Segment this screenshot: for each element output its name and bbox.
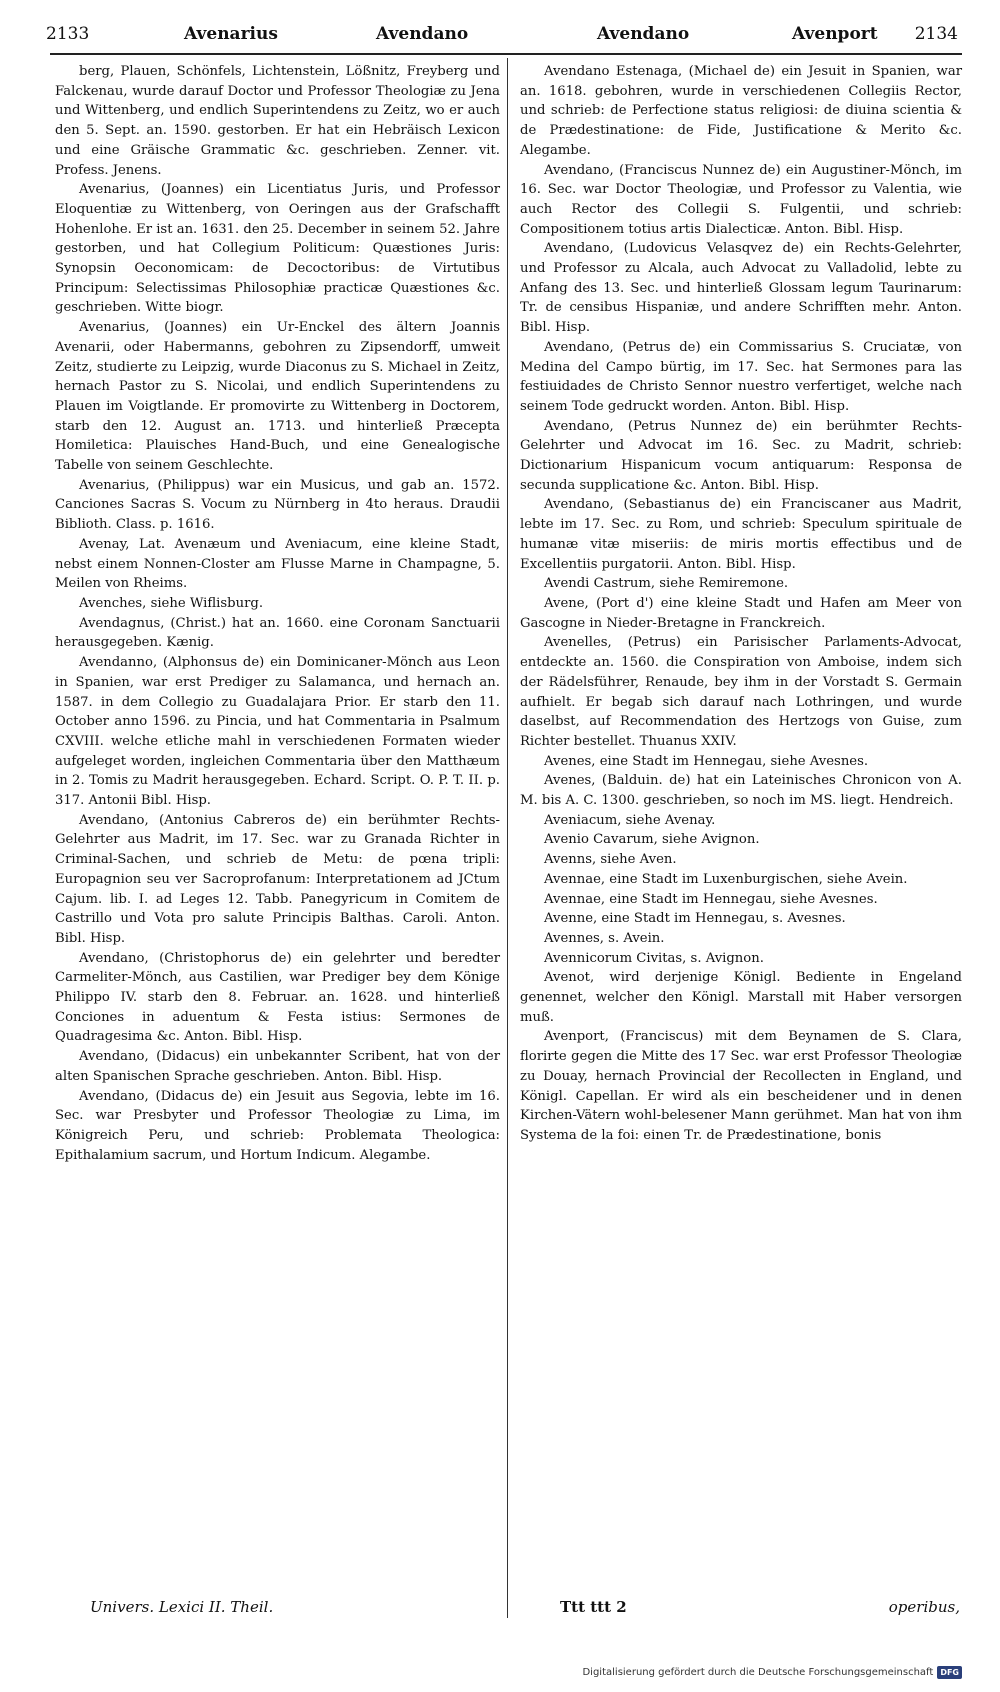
right-header-first-word: Avendano [597, 24, 690, 44]
left-column [55, 62, 500, 1165]
dictionary-entry: Avenes, (Balduin. de) hat ein Lateinisches Chronicon von A. M. bis A. C. 1300. geschrieben, so noch im MS. liegt. Hendreich. [520, 773, 962, 809]
dictionary-entry: Avenarius, (Philippus) war ein Musicus, und gab an. 1572. Canciones Sacras S. Vocum zu Nürnberg in 4to heraus. Draudii Biblioth. Class. p. 1616. [55, 477, 500, 533]
credit-text: Digitalisierung gefördert durch die Deutsche Forschungsgemeinschaft [582, 1667, 934, 1678]
running-header [42, 22, 962, 48]
dictionary-entry: Avennae, eine Stadt im Hennegau, siehe Avesnes. [544, 891, 878, 907]
dictionary-entry: Avenport, (Franciscus) mit dem Beynamen de S. Clara, florirte gegen die Mitte des 17 Sec. war erst Professor Theologiæ zu Douay, hernach Provincial der Recollecten in England, und Königl. Capellan. Er wird als ein bescheidener und in denen Kirchen-Vätern wohl-belesener Mann gerühmet. Man hat von ihm Systema de la foi: einen Tr. de Prædestinatione, bonis [520, 1029, 962, 1143]
dictionary-entry: Avene, (Port d') eine kleine Stadt und Hafen am Meer von Gascogne in Nieder-Bretagne in Franckreich. [520, 595, 962, 631]
header-rule [50, 53, 962, 55]
dictionary-entry: Avennae, eine Stadt im Luxenburgischen, siehe Avein. [544, 871, 908, 887]
dictionary-entry: Avendano, (Franciscus Nunnez de) ein Augustiner-Mönch, im 16. Sec. war Doctor Theologiæ, und Professor zu Valentia, wie auch Rector des Collegii S. Fulgentii, und schrieb: Compositionem totius artis Dialecticæ. Anton. Bibl. Hisp. [520, 162, 962, 237]
dictionary-entry: Avenarius, (Joannes) ein Ur-Enckel des ältern Joannis Avenarii, oder Habermanns, gebohren zu Zipsendorff, umweit Zeitz, studierte zu Leipzig, wurde Diaconus zu S. Michael in Zeitz, hernach Pastor zu S. Nicolai, und endlich Superintendens zu Plauen im Voigtlande. Er promovirte zu Wittenberg in Doctorem, starb den 12. August an. 1713. und hinterließ Præcepta Homiletica: Plauisches Hand-Buch, und eine Genealogische Tabelle von seinem Geschlechte. [55, 320, 500, 474]
signature-mark: Ttt ttt 2 [560, 1598, 627, 1616]
footer-volume-title: Univers. Lexici II. Theil. [90, 1598, 274, 1616]
dictionary-entry: Avenelles, (Petrus) ein Parisischer Parlaments-Advocat, entdeckte an. 1560. die Conspiration von Amboise, indem sich der Rädelsführer, Renaude, bey ihm in der Vorstadt S. Germain aufhielt. Er begab sich darauf nach Lothringen, und wurde daselbst, auf Recommendation des Hertzogs von Guise, zum Richter bestellet. Thuanus XXIV. [520, 635, 962, 749]
dictionary-entry: Avenay, Lat. Avenæum und Aveniacum, eine kleine Stadt, nebst einem Nonnen-Closter am Flusse Marne in Champagne, 5. Meilen von Rheims. [55, 536, 500, 592]
dictionary-entry: berg, Plauen, Schönfels, Lichtenstein, Lößnitz, Freyberg und Falckenau, wurde darauf Doctor und Professor Theologiæ zu Jena und Wittenberg, und endlich Superintendens zu Zeitz, wo er auch den 5. Sept. an. 1590. gestorben. Er hat ein Hebräisch Lexicon und eine Gräische Grammatic &c. geschrieben. Zenner. vit. Profess. Jenens. [55, 64, 500, 178]
dictionary-entry: Avendano, (Antonius Cabreros de) ein berühmter Rechts-Gelehrter aus Madrit, im 17. Sec. war zu Granada Richter in Criminal-Sachen, und schrieb de Metu: de pœna tripli: Europagnion seu ver Sacroprofanum: Interpretationem ad JCtum Cajum. lib. I. ad Leges 12. Tabb. Panegyricum in Comitem de Castrillo und Vota pro salute Principis Balthas. Caroli. Anton. Bibl. Hisp. [55, 812, 500, 946]
dictionary-entry: Avendano Estenaga, (Michael de) ein Jesuit in Spanien, war an. 1618. gebohren, wurde in verschiedenen Collegiis Rector, und schrieb: de Perfectione status religiosi: de diuina scientia & de Prædestinatione: de Fide, Justificatione & Merito &c. Alegambe. [520, 64, 962, 158]
digitization-credit [582, 1666, 962, 1679]
dictionary-entry: Avenio Cavarum, siehe Avignon. [544, 832, 760, 848]
right-column [520, 62, 962, 1146]
dictionary-entry: Avendanno, (Alphonsus de) ein Dominicaner-Mönch aus Leon in Spanien, war erst Prediger zu Salamanca, und hernach an. 1587. in dem Collegio zu Guadalajara Prior. Er starb den 11. October anno 1596. zu Pincia, und hat Commentaria in Psalmum CXVIII. welche etliche mahl in verschiedenen Formaten wieder aufgeleget worden, ingleichen Commentaria über den Matthæum in 2. Tomis zu Madrit herausgegeben. Echard. Script. O. P. T. II. p. 317. Antonii Bibl. Hisp. [55, 655, 500, 809]
column-divider [507, 58, 508, 1618]
dictionary-entry: Aveniacum, siehe Avenay. [544, 812, 716, 828]
left-header-last-word: Avendano [376, 24, 469, 44]
dictionary-entry: Avennicorum Civitas, s. Avignon. [544, 950, 764, 966]
dictionary-entry: Avendano, (Petrus de) ein Commissarius S. Cruciatæ, von Medina del Campo bürtig, im 17. Sec. hat Sermones para las festiuidades de Christo Sennor nuestro verfertiget, welche nach seinem Tode gedruckt worden. Anton. Bibl. Hisp. [520, 339, 962, 414]
right-page-number: 2134 [914, 24, 958, 44]
dictionary-entry: Avendano, (Ludovicus Velasqvez de) ein Rechts-Gelehrter, und Professor zu Alcala, auch Advocat zu Valladolid, lebte zu Anfang des 13. Sec. und hinterließ Glossam legum Taurinarum: Tr. de censibus Hispaniæ, und andere Schrifften mehr. Anton. Bibl. Hisp. [520, 241, 962, 336]
dictionary-entry: Avendano, (Didacus de) ein Jesuit aus Segovia, lebte im 16. Sec. war Presbyter und Professor Theologiæ zu Lima, im Königreich Peru, und schrieb: Problemata Theologica: Epithalamium sacrum, und Hortum Indicum. Alegambe. [55, 1088, 500, 1163]
dictionary-entry: Avendano, (Didacus) ein unbekannter Scribent, hat von der alten Spanischen Sprache geschrieben. Anton. Bibl. Hisp. [55, 1049, 500, 1084]
dfg-logo[interactable]: DFG [937, 1666, 962, 1679]
dictionary-entry: Avennes, s. Avein. [544, 930, 665, 946]
dictionary-entry: Avendagnus, (Christ.) hat an. 1660. eine Coronam Sanctuarii herausgegeben. Kænig. [55, 615, 500, 651]
dictionary-entry: Avendano, (Sebastianus de) ein Franciscaner aus Madrit, lebte im 17. Sec. zu Rom, und schrieb: Speculum spirituale de humanæ vitæ miseriis: de miris mortis effectibus und de Excellentiis purgatorii. Anton. Bibl. Hisp. [520, 497, 962, 572]
catchword: operibus, [888, 1598, 960, 1616]
left-header-first-word: Avenarius [184, 24, 278, 44]
right-header-last-word: Avenport [792, 24, 878, 44]
left-page-number: 2133 [46, 24, 90, 44]
dictionary-entry: Avenot, wird derjenige Königl. Bediente in Engeland genennet, welcher den Königl. Marstall mit Haber versorgen muß. [520, 970, 962, 1025]
dictionary-entry: Avenes, eine Stadt im Hennegau, siehe Avesnes. [544, 753, 869, 769]
dictionary-entry: Avenarius, (Joannes) ein Licentiatus Juris, und Professor Eloquentiæ zu Wittenberg, von Oeringen aus der Grafschafft Hohenlohe. Er ist an. 1631. den 25. December in seinem 52. Jahre gestorben, und hat Collegium Politicum: Quæstiones Juris: Synopsin Oeconomicam: de Decoctoribus: de Virtutibus Principum: Selectissimas Philosophiæ practicæ Quæstiones &c. geschrieben. Witte biogr. [55, 182, 500, 316]
dictionary-entry: Avendano, (Petrus Nunnez de) ein berühmter Rechts-Gelehrter und Advocat im 16. Sec. zu Madrit, schrieb: Dictionarium Hispanicum vocum antiquarum: Responsa de secunda supplicatione &c. Anton. Bibl. Hisp. [520, 418, 962, 493]
dictionary-entry: Avenne, eine Stadt im Hennegau, s. Avesnes. [544, 911, 846, 927]
dictionary-entry: Avenns, siehe Aven. [544, 852, 677, 868]
dictionary-entry: Avendano, (Christophorus de) ein gelehrter und beredter Carmeliter-Mönch, aus Castilien, war Prediger bey dem Könige Philippo IV. starb den 8. Februar. an. 1628. und hinterließ Conciones in aduentum & Festa istius: Sermones de Quadragesima &c. Anton. Bibl. Hisp. [55, 950, 500, 1045]
footer-right [560, 1598, 960, 1616]
dictionary-entry: Avenches, siehe Wiflisburg. [79, 595, 264, 611]
dictionary-entry: Avendi Castrum, siehe Remiremone. [544, 576, 789, 592]
